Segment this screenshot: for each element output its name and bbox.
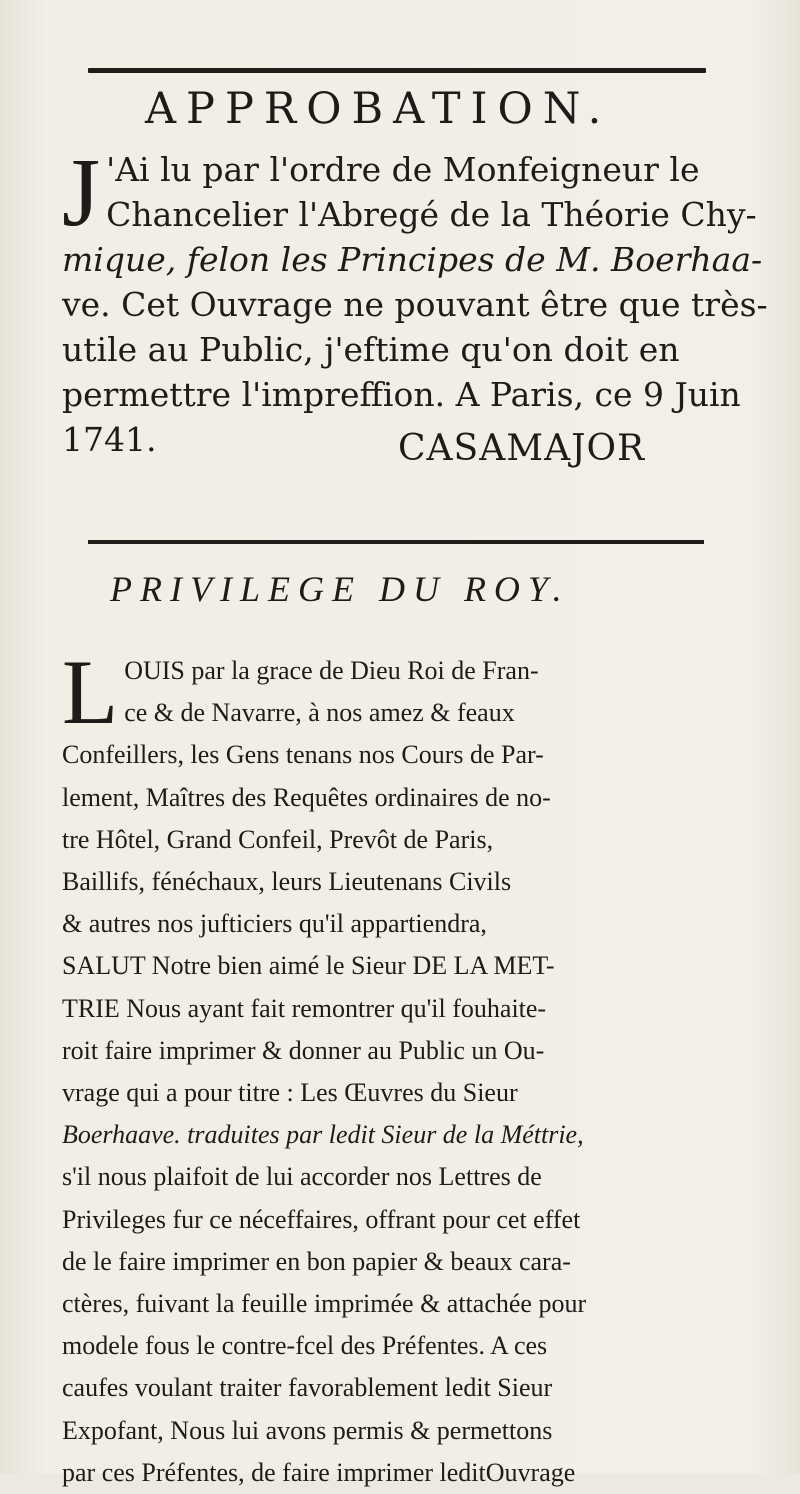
text-line: roit faire imprimer & donner au Public un Ou- [62,1035,545,1065]
text-line: de le faire imprimer en bon papier & beaux cara- [62,1246,571,1276]
text-line: caufes voulant traiter favorablement ledit Sieur [62,1373,553,1403]
text-line: Confeillers, les Gens tenans nos Cours de Par- [62,740,544,770]
text-line: ce & de Navarre, à nos amez & feaux [124,698,515,728]
text-line: 'Ai lu par l'ordre de Monfeigneur le [106,150,700,189]
text-line: Baillifs, fénéchaux, leurs Lieutenans Civils [62,867,512,897]
text-line: 1741. [62,420,157,459]
text-line: vrage qui a pour titre : Les Œuvres du Sieur [62,1078,518,1108]
text-line: lement, Maîtres des Requêtes ordinaires de no- [62,782,551,812]
privilege-dropcap: L [62,641,119,743]
privilege-text [62,641,752,1494]
text-line: permettre l'impreffion. A Paris, ce 9 Juin [62,375,741,414]
text-line: Expofant, Nous lui avons permis & permettons [62,1415,553,1445]
text-line: Chancelier l'Abregé de la Théorie Chy- [106,195,757,234]
text-line: mique, felon les Principes de M. Boerhaa- [62,240,763,279]
text-line: ctères, fuivant la feuille imprimée & attachée pour [62,1289,587,1319]
approbation-dropcap: J [62,139,101,247]
text-line: OUIS par la grace de Dieu Roi de Fran- [124,656,539,685]
text-line: SALUT Notre bien aimé le Sieur DE LA MET- [62,951,555,981]
text-line: utile au Public, j'eftime qu'on doit en [62,330,680,369]
text-line: s'il nous plaifoit de lui accorder nos Lettres de [62,1162,542,1192]
top-rule [88,68,706,73]
approbation-text [62,139,768,462]
text-line: & autres nos jufticiers qu'il appartiendra, [62,909,487,939]
signature: CASAMAJOR [398,428,646,469]
text-line: ve. Cet Ouvrage ne pouvant être que très- [62,285,768,324]
text-line: par ces Préfentes, de faire imprimer leditOuvrage [62,1457,576,1487]
text-line: TRIE Nous ayant fait remontrer qu'il fouhaite- [62,993,547,1023]
privilege-heading: PRIVILEGE DU ROY. [110,569,570,609]
text-line: tre Hôtel, Grand Confeil, Prevôt de Paris, [62,824,494,854]
approbation-heading: APPROBATION. [145,84,612,134]
text-line: Boerhaave. traduites par ledit Sieur de la Méttrie, [62,1120,584,1150]
text-line: modele fous le contre-fcel des Préfentes. A ces [62,1331,548,1361]
section-rule [88,540,704,544]
text-line: Privileges fur ce néceffaires, offrant pour cet effet [62,1204,581,1234]
